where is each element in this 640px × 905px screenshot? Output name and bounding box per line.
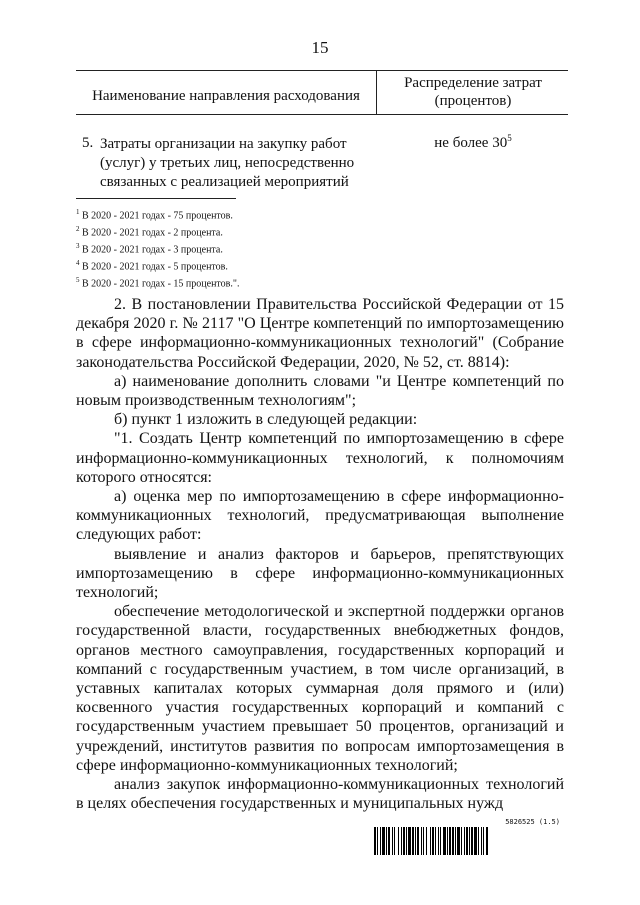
barcode-bars [374,827,568,855]
table-header-expense-direction: Наименование направления расходования [92,88,360,104]
table-row-value [378,133,568,152]
header-line-1: Распределение затрат [404,75,542,91]
row-value-text: не более 30 [434,135,508,151]
footnote-text: В 2020 - 2021 годах - 3 процента. [82,244,223,256]
footnotes [76,206,239,291]
paragraph: обеспечение методологической и экспертной поддержки органов государственной власти, государственных внебюджетных фондов, органов местного самоуправления, государственных корпораций и компаний с государственным участием, в том числе организаций, в уставных капиталах которых суммарная доля прямого и (или) косвенного участия государственных корпораций и компаний с государственным участием превышает 50 процентов, организаций и учреждений, институтов развития по вопросам импортозамещения в сфере информационно-коммуникационных технологий; [76,603,564,774]
table-top-rule [76,70,568,71]
page-number: 15 [311,38,329,57]
paragraph: а) оценка мер по импортозамещению в сфере информационно-коммуникационных технологий, предусматривающая выполнение следующих работ: [76,488,564,544]
footnote-mark: 3 [76,241,80,250]
footnote-text: В 2020 - 2021 годах - 75 процентов. [82,210,233,222]
barcode-bar [488,827,489,855]
footnote [76,240,239,257]
table-row-number: 5. [82,135,94,151]
footnote [76,274,239,291]
paragraph: выявление и анализ факторов и барьеров, препятствующих импортозамещению в сфере информационно-коммуникационных технологий; [76,545,564,602]
footnote-ref: 5 [507,133,512,143]
paragraph: 2. В постановлении Правительства Российской Федерации от 15 декабря 2020 г. № 2117 "О Центре компетенций по импортозамещению в сфере информационно-коммуникационных технологий" (Собрание законодательства Российской Федерации, 2020, № 52, ст. 8814): [76,296,564,371]
footnote-mark: 4 [76,258,80,267]
paragraph: а) наименование дополнить словами "и Центре компетенций по новым производственным технологиям"; [76,372,564,410]
footnote-mark: 1 [76,208,80,216]
paragraph: б) пункт 1 изложить в следующей редакции: [114,411,418,429]
header-line-2: (процентов) [434,93,512,109]
paragraph: "1. Создать Центр компетенций по импортозамещению в сфере информационно-коммуникационных технологий, к полномочиям которого относятся: [76,430,564,486]
paragraph: анализ закупок информационно-коммуникационных технологий в целях обеспечения государственных и муниципальных нужд [76,776,564,813]
table-header-cost-distribution [378,74,568,110]
barcode-label: 5826525 (1.5) [505,818,560,826]
footnote-mark: 5 [76,275,80,284]
footnote-text: В 2020 - 2021 годах - 2 процента. [82,227,223,239]
footnote-text: В 2020 - 2021 годах - 15 процентов.". [82,278,240,290]
table-header-rule [76,114,568,115]
document-barcode [374,818,568,855]
document-body [76,295,564,813]
footnote-separator [76,198,236,199]
table-column-divider [376,70,377,114]
footnote [76,223,239,240]
footnote [76,257,239,274]
footnote-mark: 2 [76,224,80,233]
table-row-text: Затраты организации на закупку работ (услуг) у третьих лиц, непосредственно связанных с реализацией мероприятий [100,136,355,190]
footnote-text: В 2020 - 2021 годах - 5 процентов. [82,261,228,273]
footnote [76,206,239,223]
